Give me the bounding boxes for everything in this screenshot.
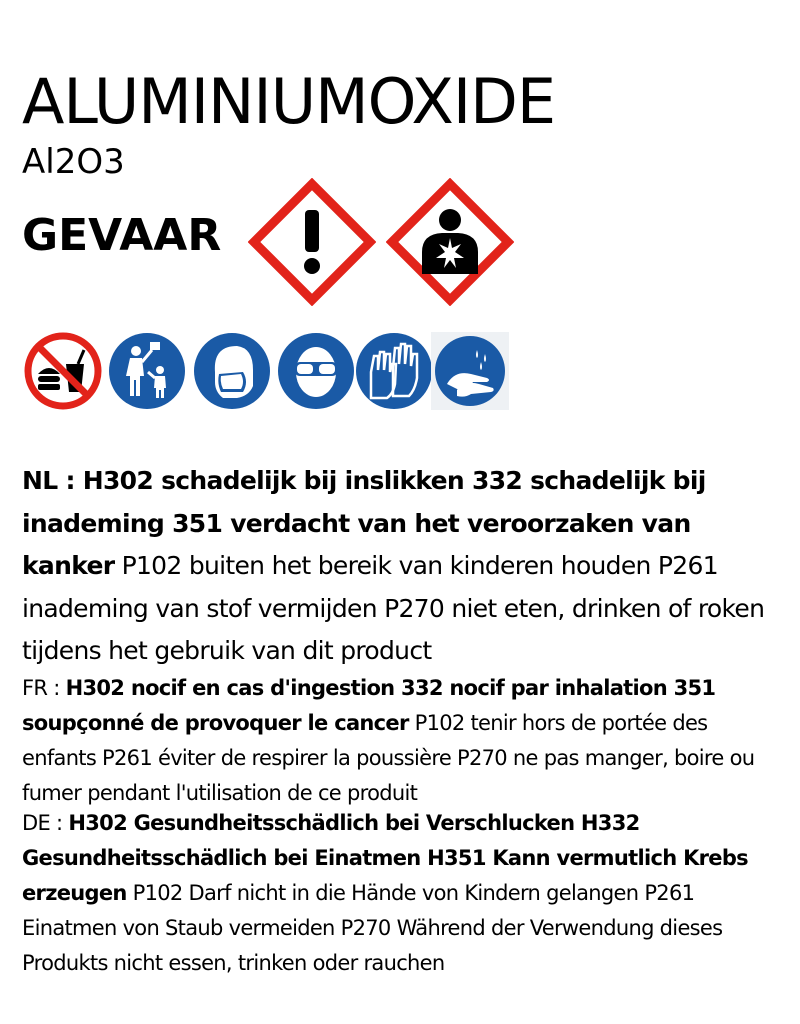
hazard-text-fr: H302 nocif en cas d'ingestion 332 nocif par inhalation 351 soupçonné de provoquer le cancer — [22, 676, 716, 735]
hazard-statements-fr — [22, 671, 782, 811]
signal-word: GEVAAR — [22, 210, 222, 261]
keep-away-from-children-icon — [108, 332, 186, 410]
no-eating-drinking-icon — [24, 332, 102, 410]
exclamation-mark-icon — [248, 178, 376, 306]
wear-goggles-icon — [277, 332, 355, 410]
hazard-statements-nl — [22, 460, 782, 673]
health-hazard-icon — [386, 178, 514, 306]
precaution-text-fr: P102 tenir hors de portée des enfants P261 éviter de respirer la poussière P270 ne pas manger, boire ou fumer pendant l'utilisation de ce produit — [22, 711, 755, 805]
wear-gloves-icon — [355, 332, 433, 410]
hazard-text-de: H302 Gesundheitsschädlich bei Verschlucken H332 Gesundheitsschädlich bei Einatmen H351 Kann vermutlich Krebs erzeugen — [22, 811, 748, 905]
lang-prefix-nl: NL : — [22, 466, 83, 495]
lang-prefix-fr: FR : — [22, 676, 66, 700]
wear-dust-mask-icon — [193, 332, 271, 410]
product-title: ALUMINIUMOXIDE — [22, 65, 556, 138]
precaution-text-nl: P102 buiten het bereik van kinderen houden P261 inademing van stof vermijden P270 niet eten, drinken of roken tijdens het gebruik van dit product — [22, 551, 765, 665]
precaution-text-de: P102 Darf nicht in die Hände von Kindern gelangen P261 Einatmen von Staub vermeiden P270 Während der Verwendung dieses Produkts nicht essen, trinken oder rauchen — [22, 881, 723, 975]
chemical-formula: Al2O3 — [22, 142, 125, 182]
lang-prefix-de: DE : — [22, 811, 69, 835]
hazard-statements-de — [22, 806, 782, 981]
hazard-text-nl: H302 schadelijk bij inslikken 332 schadelijk bij inademing 351 verdacht van het veroorzaken van kanker — [22, 466, 706, 580]
wash-hands-icon — [431, 332, 509, 410]
